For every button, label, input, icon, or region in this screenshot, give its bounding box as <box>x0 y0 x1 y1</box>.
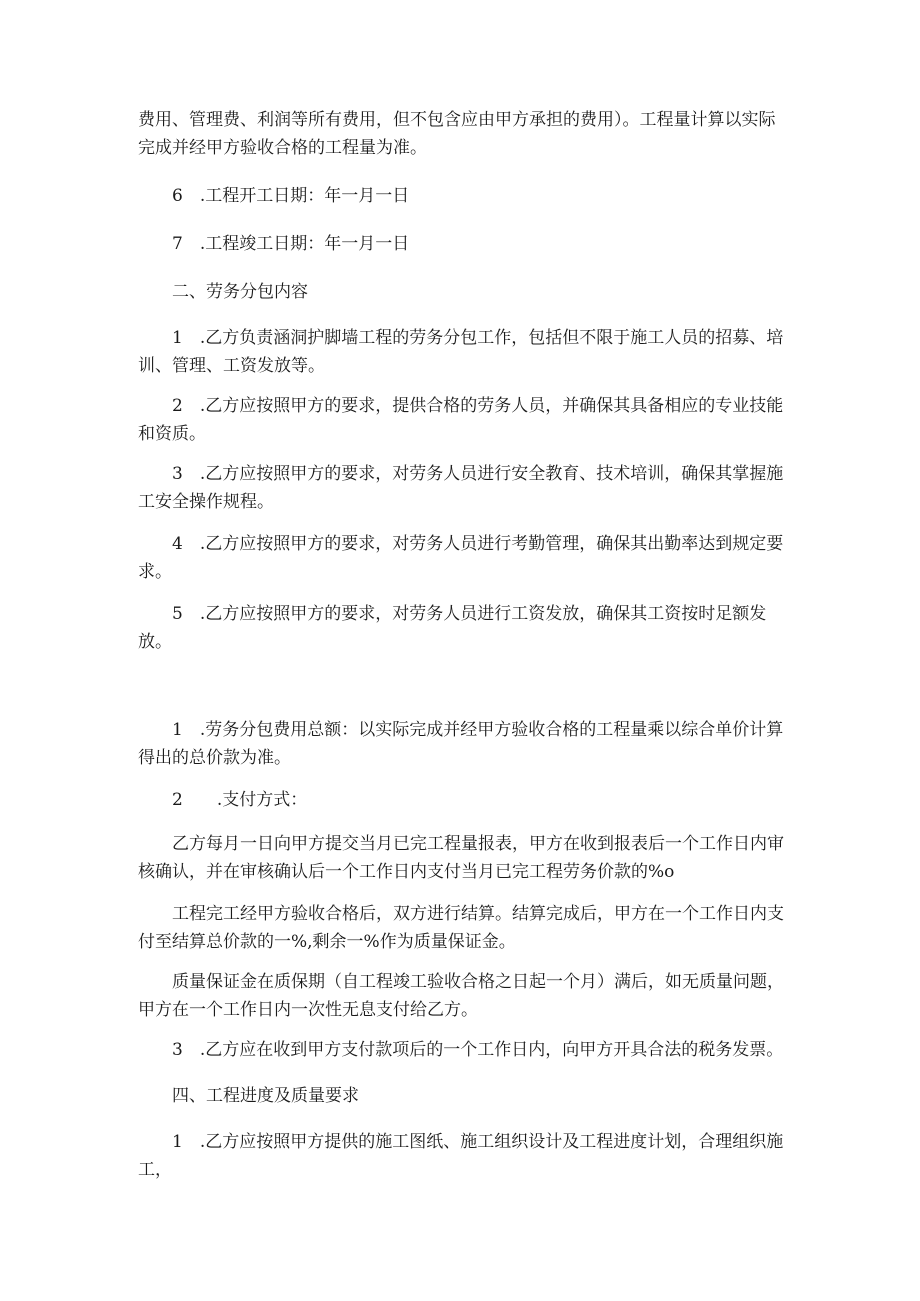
paragraph-quality-deposit: 质量保证金在质保期（自工程竣工验收合格之日起一个月）满后，如无质量问题，甲方在一个工作日内一次性无息支付给乙方。 <box>138 972 784 1020</box>
paragraph-monthly-payment: 乙方每月一日向甲方提交当月已完工程量报表，甲方在收到报表后一个工作日内审核确认，并在审核确认后一个工作日内支付当月已完工程劳务价款的%o <box>138 834 784 882</box>
paragraph-fee-total: 1 .劳务分包费用总额：以实际完成并经甲方验收合格的工程量乘以综合单价计算得出的总价款为准。 <box>138 720 784 768</box>
section-heading-schedule-quality: 四、工程进度及质量要求 <box>172 1086 359 1106</box>
paragraph-labor-item-3: 3 .乙方应按照甲方的要求，对劳务人员进行安全教育、技术培训，确保其掌握施工安全操作规程。 <box>138 464 784 512</box>
paragraph-labor-item-2: 2 .乙方应按照甲方的要求，提供合格的劳务人员，并确保其具备相应的专业技能和资质。 <box>138 396 784 444</box>
paragraph-costs-continued: 费用、管理费、利润等所有费用，但不包含应由甲方承担的费用）。工程量计算以实际完成并经甲方验收合格的工程量为准。 <box>138 110 776 158</box>
section-heading-labor-content: 二、劳务分包内容 <box>172 282 308 302</box>
paragraph-labor-item-4: 4 .乙方应按照甲方的要求，对劳务人员进行考勤管理，确保其出勤率达到规定要求。 <box>138 534 784 582</box>
paragraph-completion-date: 7 .工程竣工日期：年一月一日 <box>172 234 410 254</box>
paragraph-tax-invoice: 3 .乙方应在收到甲方支付款项后的一个工作日内，向甲方开具合法的税务发票。 <box>172 1040 784 1060</box>
paragraph-labor-item-5: 5 .乙方应按照甲方的要求，对劳务人员进行工资发放，确保其工资按时足额发放。 <box>138 604 767 652</box>
paragraph-start-date: 6 .工程开工日期：年一月一日 <box>172 186 410 206</box>
paragraph-schedule-item-1: 1 .乙方应按照甲方提供的施工图纸、施工组织设计及工程进度计划，合理组织施工， <box>138 1132 784 1180</box>
paragraph-labor-item-1: 1 .乙方负责涵洞护脚墙工程的劳务分包工作，包括但不限于施工人员的招募、培训、管理、工资发放等。 <box>138 328 784 376</box>
paragraph-settlement: 工程完工经甲方验收合格后，双方进行结算。结算完成后，甲方在一个工作日内支付至结算总价款的一%,剩余一%作为质量保证金。 <box>138 904 784 952</box>
paragraph-payment-method: 2 .支付方式： <box>172 790 308 810</box>
